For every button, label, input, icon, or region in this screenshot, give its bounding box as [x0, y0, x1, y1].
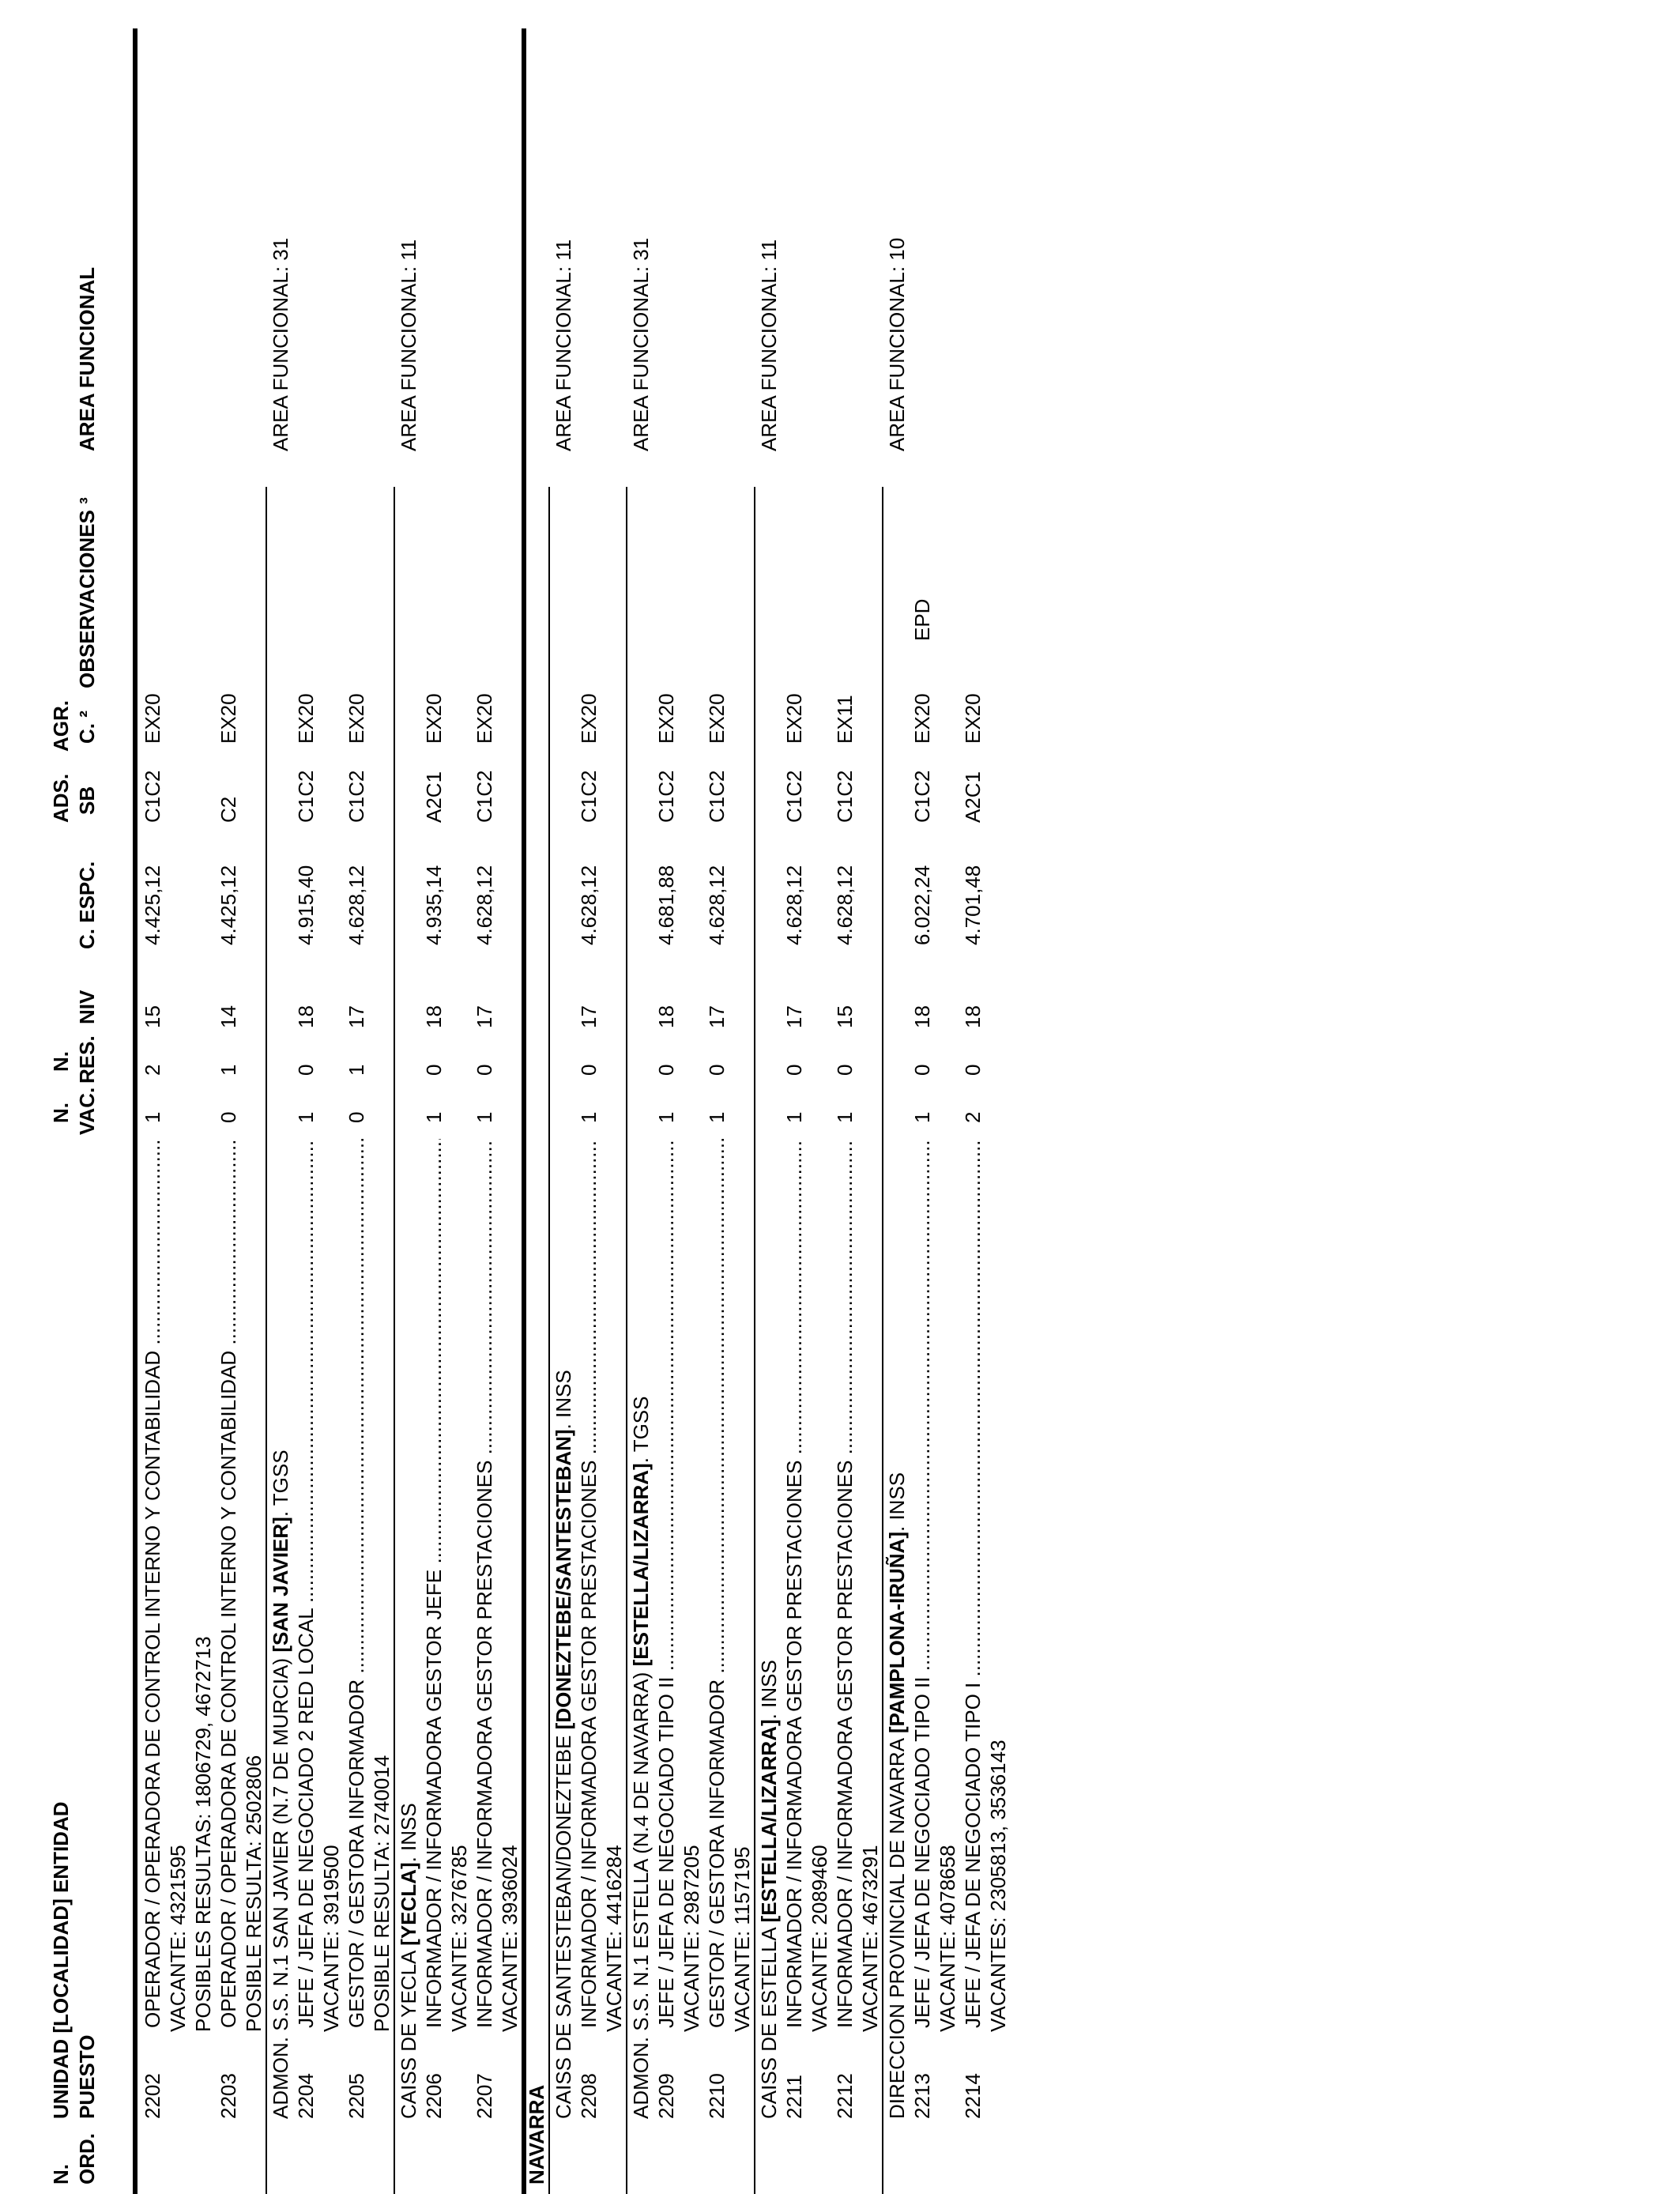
n-resultas: 0 — [473, 1064, 496, 1076]
detail-row — [242, 0, 267, 2194]
detail-row — [370, 0, 395, 2194]
n-vacantes: 1 — [422, 1111, 446, 1123]
job-title: GESTOR / GESTORA INFORMADOR ..... — [345, 1139, 368, 2028]
unit-row — [269, 0, 294, 2194]
header-nres-2: RES. — [75, 1035, 99, 1084]
agrupacion-cuerpos: EX20 — [141, 693, 164, 744]
adscripcion-subgrupo: C1C2 — [141, 770, 164, 823]
job-title: JEFE / JEFA DE NEGOCIADO TIPO II ..... — [654, 1139, 678, 2028]
vacancy-detail: VACANTES: 2305813, 3536143 — [986, 1740, 1010, 2032]
unit-name: CAISS DE ESTELLA [ESTELLA/LIZARRA]. INSS — [757, 1660, 781, 2119]
province-row — [525, 0, 550, 2194]
table-row — [654, 0, 680, 2194]
detail-row — [808, 0, 833, 2194]
vacancy-detail: VACANTE: 4078658 — [936, 1845, 959, 2032]
vacancy-detail: VACANTE: 4321595 — [166, 1845, 190, 2032]
agrupacion-cuerpos: EX11 — [833, 695, 857, 744]
vacancy-detail: VACANTE: 4416284 — [602, 1845, 626, 2032]
order-number: 2205 — [345, 2073, 368, 2119]
table-row — [961, 0, 986, 2194]
agrupacion-cuerpos: EX20 — [910, 693, 934, 744]
n-vacantes: 1 — [833, 1111, 857, 1123]
table-row — [422, 0, 447, 2194]
complemento-especifico: 6.022,24 — [910, 865, 934, 945]
job-title: JEFE / JEFA DE NEGOCIADO 2 RED LOCAL ..... — [294, 1139, 318, 2028]
unit-rule — [394, 487, 395, 2194]
adscripcion-subgrupo: C1C2 — [345, 770, 368, 823]
complemento-especifico: 4.425,12 — [141, 865, 164, 945]
order-number: 2214 — [961, 2073, 985, 2119]
unit-locality: [ESTELLA/LIZARRA] — [629, 1463, 653, 1667]
nivel: 17 — [705, 1005, 729, 1028]
n-resultas: 0 — [577, 1064, 601, 1076]
adscripcion-subgrupo: C1C2 — [705, 770, 729, 823]
n-vacantes: 1 — [705, 1111, 729, 1123]
unit-name: CAISS DE SANTESTEBAN/DONEZTEBE [DONEZTEBE/SANTESTEBAN]. INSS — [552, 1370, 575, 2119]
unit-name: ADMON. S.S. N.1 SAN JAVIER (N.7 DE MURCIA) [SAN JAVIER]. TGSS — [269, 1449, 292, 2119]
unit-locality: [DONEZTEBE/SANTESTEBAN] — [552, 1429, 575, 1730]
agrupacion-cuerpos: EX20 — [782, 693, 806, 744]
order-number: 2211 — [782, 2075, 806, 2119]
agrupacion-cuerpos: EX20 — [294, 693, 318, 744]
complemento-especifico: 4.628,12 — [577, 865, 601, 945]
n-vacantes: 1 — [782, 1111, 806, 1123]
vacancy-detail: VACANTE: 2089460 — [808, 1845, 831, 2032]
n-vacantes: 1 — [294, 1111, 318, 1123]
job-title: OPERADOR / OPERADORA DE CONTROL INTERNO Y CONTABILIDAD ..... — [141, 1139, 164, 2028]
vacancy-detail: VACANTE: 3276785 — [447, 1845, 471, 2032]
table-row — [141, 0, 166, 2194]
complemento-especifico: 4.701,48 — [961, 865, 985, 945]
detail-row — [447, 0, 473, 2194]
complemento-especifico: 4.681,88 — [654, 865, 678, 945]
adscripcion-subgrupo: C1C2 — [782, 770, 806, 823]
n-resultas: 0 — [654, 1064, 678, 1076]
n-vacantes: 1 — [473, 1111, 496, 1123]
n-resultas: 0 — [833, 1064, 857, 1076]
detail-row — [858, 0, 883, 2194]
n-resultas: 0 — [910, 1064, 934, 1076]
unit-locality: [SAN JAVIER] — [269, 1517, 292, 1653]
vacancy-detail: VACANTE: 3936024 — [498, 1845, 522, 2032]
header-agr-2: C. ² — [75, 711, 99, 744]
nivel: 18 — [422, 1005, 446, 1028]
vacancy-detail: POSIBLE RESULTA: 2740014 — [370, 1755, 394, 2032]
vacancy-detail: VACANTE: 2987205 — [680, 1845, 703, 2032]
vacancy-detail: POSIBLE RESULTA: 2502806 — [242, 1755, 266, 2032]
area-funcional: AREA FUNCIONAL: 11 — [397, 239, 420, 451]
nivel: 17 — [345, 1005, 368, 1028]
complemento-especifico: 4.628,12 — [833, 865, 857, 945]
nivel: 17 — [473, 1005, 496, 1028]
detail-row — [986, 0, 1011, 2194]
header-unidad: UNIDAD [LOCALIDAD] ENTIDAD — [49, 1801, 73, 2119]
n-vacantes: 1 — [654, 1111, 678, 1123]
unit-rule — [754, 487, 755, 2194]
table-row — [294, 0, 319, 2194]
unit-row — [552, 0, 577, 2194]
adscripcion-subgrupo: C1C2 — [577, 770, 601, 823]
order-number: 2203 — [217, 2073, 240, 2119]
detail-row — [936, 0, 961, 2194]
agrupacion-cuerpos: EX20 — [654, 693, 678, 744]
observaciones: EPD — [910, 598, 934, 641]
adscripcion-subgrupo: A2C1 — [422, 771, 446, 823]
unit-row — [397, 0, 422, 2194]
table-header — [0, 0, 130, 2194]
order-number: 2206 — [422, 2073, 446, 2119]
table-row — [345, 0, 370, 2194]
job-title: GESTOR / GESTORA INFORMADOR ..... — [705, 1139, 729, 2028]
unit-row — [885, 0, 910, 2194]
n-vacantes: 2 — [961, 1111, 985, 1123]
n-resultas: 0 — [705, 1064, 729, 1076]
header-ord: ORD. — [75, 2133, 99, 2185]
nivel: 15 — [141, 1005, 164, 1028]
order-number: 2212 — [833, 2073, 857, 2119]
detail-row — [498, 0, 523, 2194]
order-number: 2207 — [473, 2073, 496, 2119]
adscripcion-subgrupo: C1C2 — [654, 770, 678, 823]
header-ads-1: ADS. — [49, 773, 73, 823]
unit-locality: [YECLA] — [397, 1862, 420, 1946]
n-resultas: 0 — [294, 1064, 318, 1076]
nivel: 18 — [294, 1005, 318, 1028]
header-cesp: C. ESPC. — [75, 861, 99, 949]
header-observaciones: OBSERVACIONES ³ — [75, 497, 99, 688]
unit-row — [629, 0, 654, 2194]
nivel: 15 — [833, 1005, 857, 1028]
job-title: INFORMADOR / INFORMADORA GESTOR PRESTACIONES ..... — [782, 1139, 806, 2028]
order-number: 2208 — [577, 2073, 601, 2119]
detail-row — [602, 0, 627, 2194]
table-row — [910, 0, 936, 2194]
job-title: INFORMADOR / INFORMADORA GESTOR JEFE ..... — [422, 1139, 446, 2028]
adscripcion-subgrupo: A2C1 — [961, 771, 985, 823]
n-resultas: 0 — [422, 1064, 446, 1076]
table-row — [577, 0, 602, 2194]
table-row — [705, 0, 730, 2194]
job-title: INFORMADOR / INFORMADORA GESTOR PRESTACIONES ..... — [833, 1139, 857, 2028]
job-title: INFORMADOR / INFORMADORA GESTOR PRESTACIONES ..... — [473, 1139, 496, 2028]
nivel: 17 — [577, 1005, 601, 1028]
complemento-especifico: 4.915,40 — [294, 865, 318, 945]
n-resultas: 0 — [782, 1064, 806, 1076]
n-resultas: 0 — [961, 1064, 985, 1076]
n-resultas: 1 — [345, 1064, 368, 1076]
n-vacantes: 1 — [910, 1111, 934, 1123]
n-vacantes: 1 — [577, 1111, 601, 1123]
header-num: N. — [49, 2164, 73, 2185]
area-funcional: AREA FUNCIONAL: 11 — [552, 239, 575, 451]
adscripcion-subgrupo: C2 — [217, 796, 240, 823]
adscripcion-subgrupo: C1C2 — [910, 770, 934, 823]
header-rule — [133, 28, 137, 2194]
nivel: 18 — [654, 1005, 678, 1028]
table-row — [473, 0, 498, 2194]
vacancy-detail: POSIBLES RESULTAS: 1806729, 4672713 — [191, 1636, 215, 2032]
vacancy-detail: VACANTE: 3919500 — [319, 1845, 343, 2032]
order-number: 2210 — [705, 2073, 729, 2119]
nivel: 18 — [910, 1005, 934, 1028]
order-number: 2204 — [294, 2073, 318, 2119]
header-area-funcional: AREA FUNCIONAL — [75, 266, 99, 451]
unit-rule — [626, 487, 627, 2194]
header-nvac-1: N. — [49, 1103, 73, 1123]
header-agr-1: AGR. — [49, 700, 73, 752]
job-title: JEFE / JEFA DE NEGOCIADO TIPO I ..... — [961, 1139, 985, 2028]
complemento-especifico: 4.628,12 — [473, 865, 496, 945]
unit-row — [757, 0, 782, 2194]
adscripcion-subgrupo: C1C2 — [833, 770, 857, 823]
header-nvac-2: VAC. — [75, 1087, 99, 1135]
area-funcional: AREA FUNCIONAL: 11 — [757, 239, 781, 451]
n-resultas: 1 — [217, 1064, 240, 1076]
unit-rule — [266, 487, 267, 2194]
n-vacantes: 0 — [217, 1111, 240, 1123]
agrupacion-cuerpos: EX20 — [705, 693, 729, 744]
order-number: 2202 — [141, 2073, 164, 2119]
area-funcional: AREA FUNCIONAL: 10 — [885, 237, 909, 451]
nivel: 18 — [961, 1005, 985, 1028]
job-title: INFORMADOR / INFORMADORA GESTOR PRESTACIONES ..... — [577, 1139, 601, 2028]
header-niv: NIV — [75, 990, 99, 1024]
area-funcional: AREA FUNCIONAL: 31 — [269, 237, 292, 451]
agrupacion-cuerpos: EX20 — [217, 693, 240, 744]
unit-rule — [548, 487, 550, 2194]
header-ads-2: SB — [75, 786, 99, 815]
order-number: 2209 — [654, 2073, 678, 2119]
unit-name: ADMON. S.S. N.1 ESTELLA (N.4 DE NAVARRA) [ESTELLA/LIZARRA]. TGSS — [629, 1396, 653, 2119]
detail-row — [680, 0, 705, 2194]
header-puesto: PUESTO — [75, 2034, 99, 2119]
detail-row — [730, 0, 755, 2194]
table-row — [217, 0, 242, 2194]
n-resultas: 2 — [141, 1064, 164, 1076]
area-funcional: AREA FUNCIONAL: 31 — [629, 237, 653, 451]
complemento-especifico: 4.628,12 — [345, 865, 368, 945]
detail-row — [319, 0, 345, 2194]
agrupacion-cuerpos: EX20 — [577, 693, 601, 744]
unit-name: CAISS DE YECLA [YECLA]. INSS — [397, 1803, 420, 2119]
complemento-especifico: 4.425,12 — [217, 865, 240, 945]
vacancy-detail: VACANTE: 4673291 — [858, 1845, 882, 2032]
table-row — [833, 0, 858, 2194]
order-number: 2213 — [910, 2073, 934, 2119]
complemento-especifico: 4.628,12 — [782, 865, 806, 945]
nivel: 17 — [782, 1005, 806, 1028]
unit-locality: [ESTELLA/LIZARRA] — [757, 1719, 781, 1923]
vacancy-detail: VACANTE: 1157195 — [730, 1846, 754, 2032]
adscripcion-subgrupo: C1C2 — [294, 770, 318, 823]
detail-row — [191, 0, 217, 2194]
job-title: OPERADOR / OPERADORA DE CONTROL INTERNO Y CONTABILIDAD ..... — [217, 1139, 240, 2028]
unit-rule — [882, 487, 883, 2194]
agrupacion-cuerpos: EX20 — [422, 693, 446, 744]
agrupacion-cuerpos: EX20 — [473, 693, 496, 744]
unit-locality: [PAMPLONA-IRUÑA] — [885, 1532, 909, 1734]
table-row — [782, 0, 808, 2194]
agrupacion-cuerpos: EX20 — [345, 693, 368, 744]
detail-row — [166, 0, 191, 2194]
job-title: JEFE / JEFA DE NEGOCIADO TIPO II ..... — [910, 1139, 934, 2028]
nivel: 14 — [217, 1005, 240, 1028]
complemento-especifico: 4.935,14 — [422, 865, 446, 945]
n-vacantes: 0 — [345, 1111, 368, 1123]
header-nres-1: N. — [49, 1051, 73, 1072]
unit-name: DIRECCION PROVINCIAL DE NAVARRA [PAMPLONA-IRUÑA]. INSS — [885, 1472, 909, 2119]
agrupacion-cuerpos: EX20 — [961, 693, 985, 744]
complemento-especifico: 4.628,12 — [705, 865, 729, 945]
n-vacantes: 1 — [141, 1111, 164, 1123]
province-name: NAVARRA — [525, 2084, 548, 2185]
adscripcion-subgrupo: C1C2 — [473, 770, 496, 823]
